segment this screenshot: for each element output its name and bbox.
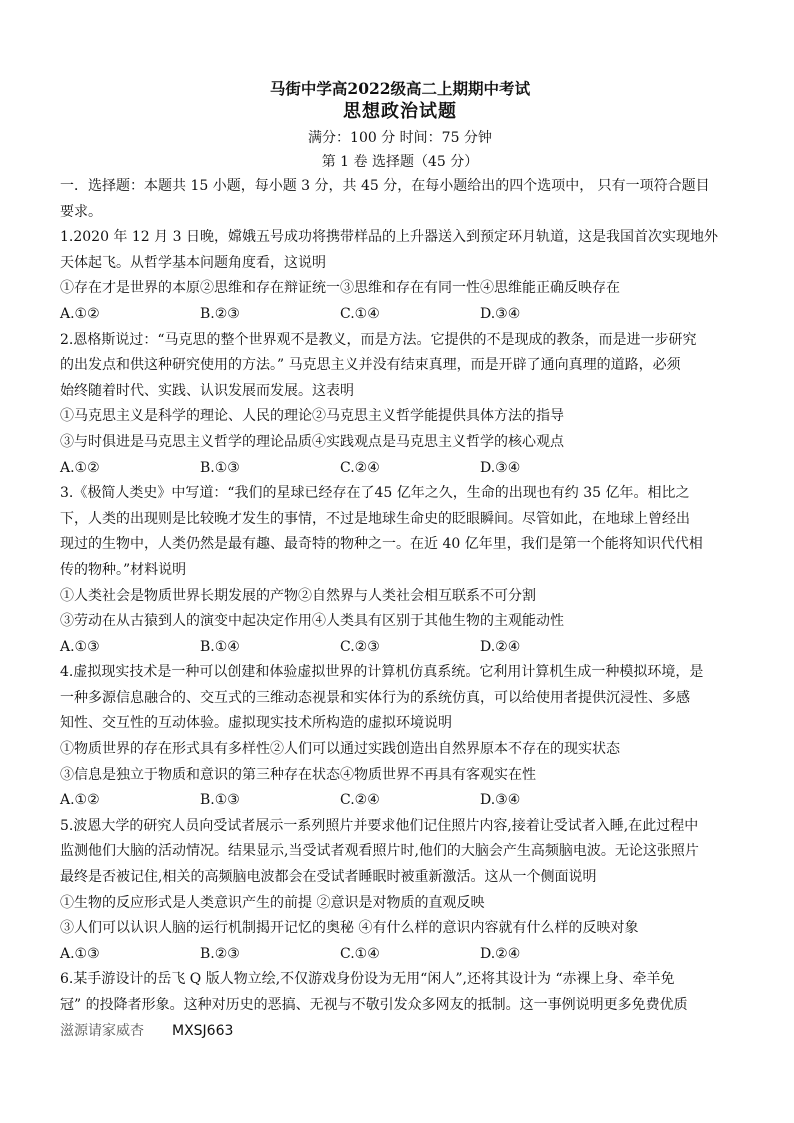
- exam-page: [60, 78, 740, 1044]
- answer-options: [60, 942, 740, 968]
- question-4: [60, 660, 740, 814]
- question-line: 一种多源信息融合的、交互式的三维动态视景和实体行为的系统仿真，可以给使用者提供沉浸性、多感: [60, 689, 690, 706]
- option-c: C.②④: [340, 459, 380, 476]
- question-line: ③人们可以认识人脑的运行机制揭开记忆的奥秘 ④有什么样的意识内容就有什么样的反映对象: [60, 920, 639, 937]
- question-line: ③劳动在从古猿到人的演变中起决定作用④人类具有区别于其他生物的主观能动性: [60, 613, 564, 630]
- subject-title: 思想政治试题: [343, 101, 457, 122]
- question-line: 6.某手游设计的岳飞 Q 版人物立绘,不仅游戏身份设为无用“闲人”,还将其设计为 “赤裸上身、牵羊免: [60, 971, 675, 988]
- option-a: A.①③: [60, 945, 100, 962]
- option-a: A.①③: [60, 638, 100, 655]
- option-c: C.①④: [340, 945, 380, 962]
- question-line: 3.《极简人类史》中写道：“我们的星球已经存在了45 亿年之久，生命的出现也有约 35 亿年。相比之: [60, 485, 690, 502]
- question-line: 5.波恩大学的研究人员向受试者展示一系列照片并要求他们记住照片内容,接着让受试者入睡,在此过程中: [60, 817, 699, 834]
- answer-options: [60, 788, 740, 814]
- option-a: A.①②: [60, 792, 100, 809]
- question-line: 4.虚拟现实技术是一种可以创建和体验虚拟世界的计算机仿真系统。它利用计算机生成一种模拟环境，是: [60, 664, 704, 681]
- question-line: 始终随着时代、实践、认识发展而发展。这表明: [60, 382, 354, 399]
- answer-options: [60, 302, 740, 328]
- question-line: 1.2020 年 12 月 3 日晚，嫦娥五号成功将携带样品的上升器送入到预定环月轨道，这是我国首次实现地外: [60, 229, 718, 246]
- option-b: B.②③: [200, 945, 240, 962]
- option-b: B.①④: [200, 638, 240, 655]
- question-line: 监测他们大脑的活动情况。结果显示,当受试者观看照片时,他们的大脑会产生高频脑电波。无论这张照片: [60, 843, 699, 860]
- question-line: ①人类社会是物质世界长期发展的产物②自然界与人类社会相互联系不可分割: [60, 587, 536, 604]
- question-line: ①生物的反应形式是人类意识产生的前提 ②意识是对物质的直观反映: [60, 894, 485, 911]
- school-title: 马街中学高2022级高二上期期中考试: [269, 79, 531, 98]
- question-6: [60, 967, 740, 1018]
- section-title: 第 1 卷 选择题（45 分）: [321, 154, 479, 170]
- question-line: 2.恩格斯说过：“马克思的整个世界观不是教义，而是方法。它提供的不是现成的教条，而是进一步研究: [60, 331, 697, 348]
- question-line: ③信息是独立于物质和意识的第三种存在状态④物质世界不再具有客观实在性: [60, 766, 536, 783]
- option-b: B.①③: [200, 792, 240, 809]
- footer-code: MXSJ663: [172, 1022, 234, 1039]
- question-line: 天体起飞。从哲学基本问题角度看，这说明: [60, 254, 326, 271]
- question-line: 冠” 的投降者形象。这种对历史的恶搞、无视与不敬引发众多网友的抵制。这一事例说明更多免费优质: [60, 997, 688, 1013]
- question-line: ③与时俱进是马克思主义哲学的理论品质④实践观点是马克思主义哲学的核心观点: [60, 433, 564, 450]
- question-2: [60, 328, 740, 482]
- answer-options: [60, 635, 740, 661]
- option-c: C.②③: [340, 638, 380, 655]
- question-line: 现过的生物中，人类仍然是最有趣、最奇特的物种之一。在近 40 亿年里，我们是第一个能将知识代代相: [60, 536, 703, 553]
- footer-watermark-text: 滋源请家威杏: [60, 1022, 144, 1039]
- option-a: A.①②: [60, 305, 100, 322]
- question-line: ①马克思主义是科学的理论、人民的理论②马克思主义哲学能提供具体方法的指导: [60, 408, 564, 425]
- question-3: [60, 481, 740, 660]
- option-d: D.③④: [480, 459, 521, 476]
- option-c: C.②④: [340, 792, 380, 809]
- question-line: 的出发点和供这种研究使用的方法。” 马克思主义并没有结束真理，而是开辟了通向真理的道路，必须: [60, 357, 681, 374]
- instruction-line: 一．选择题：本题共 15 小题，每小题 3 分，共 45 分，在每小题给出的四个选项中， 只有一项符合题目: [60, 178, 710, 194]
- question-line: ①物质世界的存在形式具有多样性②人们可以通过实践创造出自然界原本不存在的现实状态: [60, 741, 620, 758]
- question-5: [60, 814, 740, 968]
- question-line: 知性、交互性的互动体验。虚拟现实技术所构造的虚拟环境说明: [60, 715, 452, 732]
- option-d: D.②④: [480, 638, 521, 655]
- question-1: [60, 225, 740, 327]
- score-time-line: 满分：100 分 时间：75 分钟: [308, 130, 492, 146]
- option-d: D.②④: [480, 945, 521, 962]
- option-c: C.①④: [340, 305, 380, 322]
- instruction-line: 要求。: [60, 203, 102, 220]
- option-b: B.②③: [200, 305, 240, 322]
- question-line: ①存在才是世界的本原②思维和存在辩证统一③思维和存在有同一性④思维能正确反映存在: [60, 280, 620, 297]
- answer-options: [60, 456, 740, 482]
- question-line: 最终是否被记住,相关的高频脑电波都会在受试者睡眠时被重新激活。这从一个侧面说明: [60, 869, 597, 886]
- option-b: B.①③: [200, 459, 240, 476]
- option-a: A.①②: [60, 459, 100, 476]
- option-d: D.③④: [480, 305, 521, 322]
- instructions: [60, 174, 740, 225]
- footer-line: [60, 1019, 740, 1045]
- question-line: 传的物种。”材料说明: [60, 561, 187, 578]
- question-line: 下，人类的出现则是比较晚才发生的事情，不过是地球生命史的眨眼瞬间。尽管如此，在地球上曾经出: [60, 510, 690, 527]
- option-d: D.③④: [480, 792, 521, 809]
